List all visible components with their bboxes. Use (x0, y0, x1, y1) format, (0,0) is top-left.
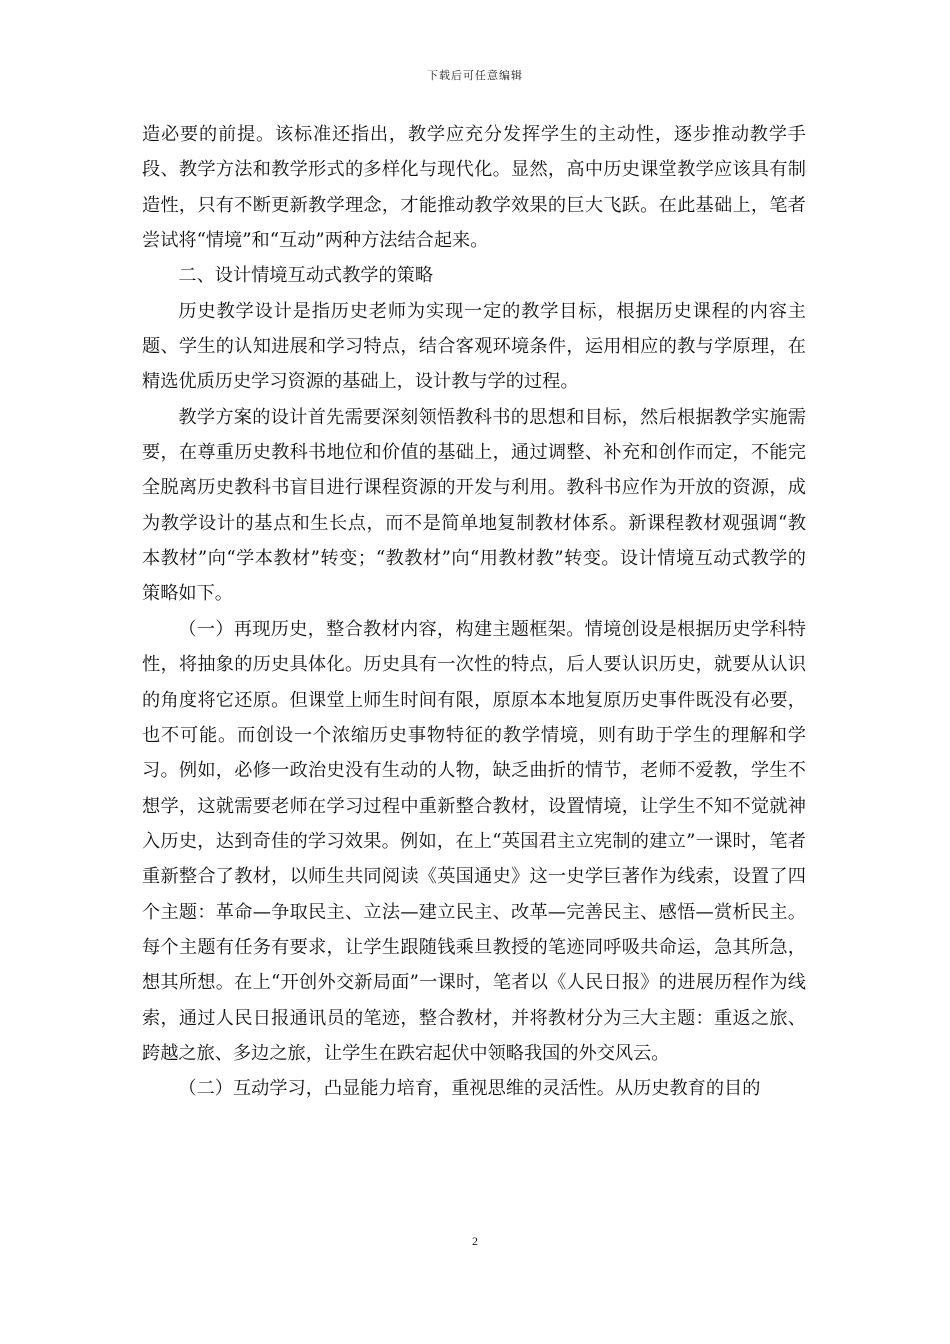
section-heading: 二、设计情境互动式教学的策略 (178, 265, 434, 287)
paragraph-strategy-two: （二）互动学习，凸显能力培育，重视思维的灵活性。从历史教育的目的 (178, 1078, 761, 1100)
paragraph-continuation: 造必要的前提。该标准还指出，教学应充分发挥学生的主动性，逐步推动教学手段、教学方法和教学形式的多样化与现代化。显然，高中历史课堂教学应该具有制造性，只有不断更新教学理念，才能推动教学效果的巨大飞跃。在此基础上，笔者尝试将“情境”和“互动”两种方法结合起来。 (142, 124, 806, 252)
paragraph-definition: 历史教学设计是指历史老师为实现一定的教学目标，根据历史课程的内容主题、学生的认知进展和学习特点，结合客观环境条件，运用相应的教与学原理，在精选优质历史学习资源的基础上，设计教与学的过程。 (142, 300, 806, 393)
document-body (142, 117, 806, 1107)
page-header: 下载后可任意编辑 (427, 69, 523, 82)
page-number: 2 (472, 1234, 478, 1248)
paragraph-design: 教学方案的设计首先需要深刻领悟教科书的思想和目标，然后根据教学实施需要，在尊重历史教科书地位和价值的基础上，通过调整、补充和创作而定，不能完全脱离历史教科书盲目进行课程资源的开发与利用。教科书应作为开放的资源，成为教学设计的基点和生长点，而不是简单地复制教材体系。新课程教材观强调“教本教材”向“学本教材”转变；“教教材”向“用教材教”转变。设计情境互动式教学的策略如下。 (142, 406, 806, 605)
paragraph-strategy-one: （一）再现历史，整合教材内容，构建主题框架。情境创设是根据历史学科特性，将抽象的历史具体化。历史具有一次性的特点，后人要认识历史，就要从认识的角度将它还原。但课堂上师生时间有限，原原本本地复原历史事件既没有必要，也不可能。而创设一个浓缩历史事物特征的教学情境，则有助于学生的理解和学习。例如，必修一政治史没有生动的人物，缺乏曲折的情节，老师不爱教，学生不想学，这就需要老师在学习过程中重新整合教材，设置情境，让学生不知不觉就神入历史，达到奇佳的学习效果。例如，在上“英国君主立宪制的建立”一课时，笔者重新整合了教材，以师生共同阅读《英国通史》这一史学巨著作为线索，设置了四个主题：革命—争取民主、立法—建立民主、改革—完善民主、感悟—赏析民主。每个主题有任务有要求，让学生跟随钱乘旦教授的笔迹同呼吸共命运，急其所急，想其所想。在上“开创外交新局面”一课时，笔者以《人民日报》的进展历程作为线索，通过人民日报通讯员的笔迹，整合教材，并将教材分为三大主题：重返之旅、跨越之旅、多边之旅，让学生在跌宕起伏中领略我国的外交风云。 (142, 618, 806, 1064)
